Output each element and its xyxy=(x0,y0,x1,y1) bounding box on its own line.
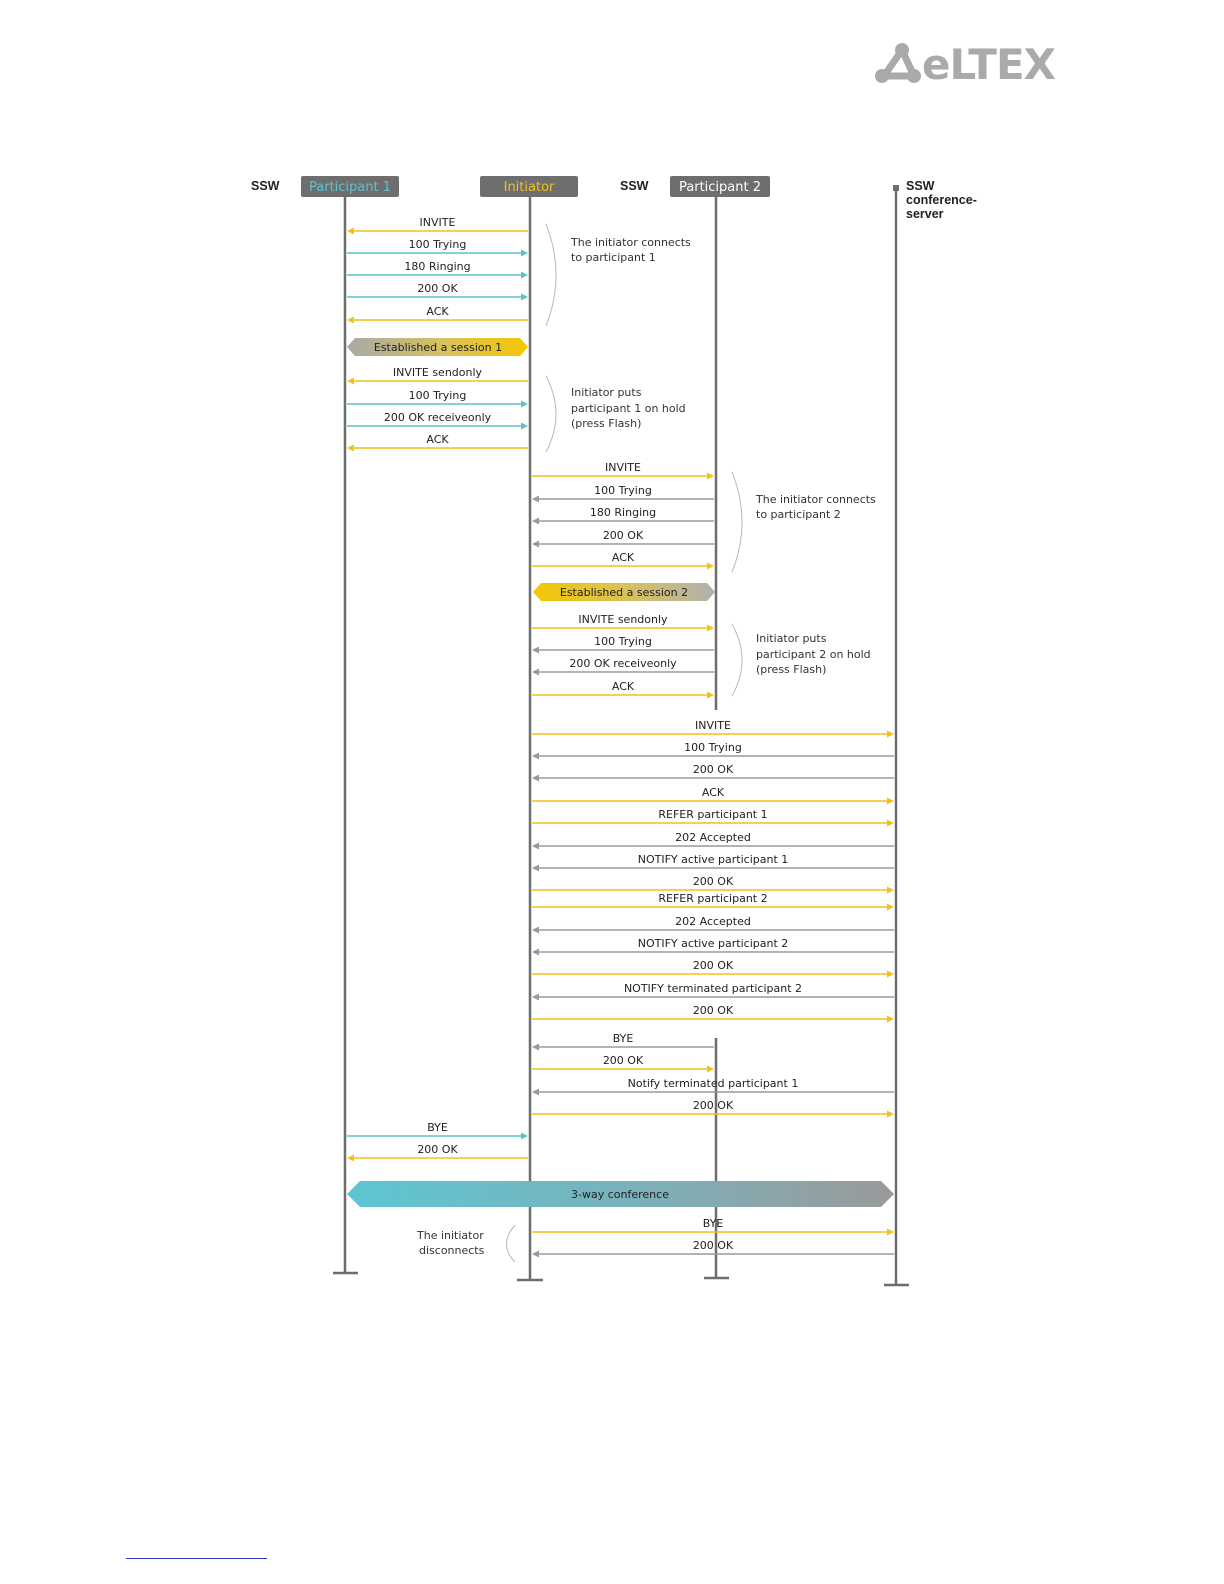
arrowhead xyxy=(707,1066,714,1073)
arrowhead xyxy=(532,1251,539,1258)
message-label: 100 Trying xyxy=(684,741,742,754)
message-arrow xyxy=(532,763,894,782)
footer-rule xyxy=(126,1558,267,1559)
brace-curve xyxy=(546,376,556,452)
arrowhead xyxy=(532,949,539,956)
three-way-conference-label: 3-way conference xyxy=(571,1188,669,1201)
ssw-conference-label: conference- xyxy=(906,193,977,207)
conference-server-top xyxy=(893,185,899,191)
arrowhead xyxy=(532,541,539,548)
arrowhead xyxy=(521,401,528,408)
message-arrow xyxy=(347,1121,528,1140)
participant-2-header xyxy=(670,176,770,197)
message-label: INVITE sendonly xyxy=(392,366,483,379)
arrowhead xyxy=(521,423,528,430)
message-label: 100 Trying xyxy=(594,635,652,648)
arrowhead xyxy=(532,496,539,503)
message-label: 200 OK xyxy=(602,1054,644,1067)
message-arrow xyxy=(532,1032,714,1051)
message-arrow xyxy=(347,411,528,430)
message-arrow xyxy=(532,892,894,911)
initiator-label: Initiator xyxy=(503,180,555,195)
arrowhead xyxy=(521,250,528,257)
arrowhead xyxy=(887,1111,894,1118)
message-arrow xyxy=(532,875,894,894)
message-label: INVITE xyxy=(695,719,731,732)
arrowhead xyxy=(521,294,528,301)
message-arrow xyxy=(347,260,528,279)
arrowhead xyxy=(347,1155,354,1162)
arrowhead xyxy=(532,775,539,782)
ssw-label: SSW xyxy=(251,179,280,193)
message-arrow xyxy=(532,1077,894,1096)
message-label: 100 Trying xyxy=(408,389,467,402)
session-2-band xyxy=(533,583,715,601)
session-1-band xyxy=(347,338,528,356)
arrowhead xyxy=(887,887,894,894)
message-label: 100 Trying xyxy=(594,484,652,497)
message-label: ACK xyxy=(701,786,725,799)
message-label: 180 Ringing xyxy=(404,260,471,273)
message-arrow xyxy=(347,1143,528,1162)
note-line: The initiator xyxy=(417,1229,484,1242)
brace-curve xyxy=(507,1225,516,1262)
message-arrows xyxy=(347,216,894,1258)
message-label: BYE xyxy=(702,1217,724,1230)
message-label: Notify terminated participant 1 xyxy=(627,1077,799,1090)
ssw-server-label: server xyxy=(906,207,944,221)
note-line: (press Flash) xyxy=(571,417,642,430)
message-label: 180 Ringing xyxy=(589,506,657,519)
arrowhead xyxy=(347,228,354,235)
message-arrow xyxy=(347,282,528,301)
note-line: to participant 1 xyxy=(571,251,656,264)
note-line: The initiator connects xyxy=(756,493,876,506)
message-label: 200 OK xyxy=(692,1004,734,1017)
arrowhead xyxy=(887,798,894,805)
note-line: (press Flash) xyxy=(756,663,827,676)
message-arrow xyxy=(532,1004,894,1023)
message-label: 200 OK xyxy=(692,1239,734,1252)
message-arrow xyxy=(532,1217,894,1236)
message-arrow xyxy=(532,680,714,699)
message-arrow xyxy=(532,529,714,548)
ssw-label: SSW xyxy=(620,179,649,193)
message-label: 200 OK xyxy=(692,875,734,888)
arrowhead xyxy=(707,473,714,480)
message-arrow xyxy=(532,613,714,632)
arrowhead xyxy=(707,563,714,570)
message-arrow xyxy=(347,305,528,324)
message-label: 200 OK xyxy=(692,959,734,972)
message-arrow xyxy=(532,461,714,480)
arrowhead xyxy=(532,669,539,676)
message-arrow xyxy=(532,853,894,872)
message-label: 200 OK xyxy=(602,529,644,542)
message-arrow xyxy=(532,484,714,503)
ssw-label: SSW xyxy=(906,179,935,193)
message-arrow xyxy=(347,216,528,235)
message-label: 200 OK xyxy=(417,1143,458,1156)
message-arrow xyxy=(532,808,894,827)
eltex-logo-text: eLTEX xyxy=(922,40,1056,89)
arrowhead xyxy=(532,647,539,654)
message-label: REFER participant 2 xyxy=(658,892,768,905)
arrowhead xyxy=(532,994,539,1001)
message-label: ACK xyxy=(611,680,635,693)
message-arrow xyxy=(532,915,894,934)
message-arrow xyxy=(532,982,894,1001)
message-arrow xyxy=(532,741,894,760)
arrowhead xyxy=(347,317,354,324)
message-label: 202 Accepted xyxy=(675,915,751,928)
message-arrow xyxy=(347,238,528,257)
message-label: INVITE xyxy=(605,461,641,474)
note-line: Initiator puts xyxy=(756,632,827,645)
message-label: NOTIFY terminated participant 2 xyxy=(623,982,803,995)
message-arrow xyxy=(532,506,714,525)
session-1-label: Established a session 1 xyxy=(373,341,503,354)
note-line: disconnects xyxy=(419,1244,485,1257)
message-arrow xyxy=(532,635,714,654)
message-label: INVITE sendonly xyxy=(578,613,668,626)
message-label: ACK xyxy=(426,433,449,446)
session-2-label: Established a session 2 xyxy=(559,586,689,599)
message-label: NOTIFY active participant 1 xyxy=(637,853,789,866)
arrowhead xyxy=(707,625,714,632)
message-label: ACK xyxy=(426,305,449,318)
note-line: participant 1 on hold xyxy=(571,402,686,415)
note-line: Initiator puts xyxy=(571,386,642,399)
arrowhead xyxy=(887,820,894,827)
message-arrow xyxy=(347,366,528,385)
arrowhead xyxy=(532,865,539,872)
brace-curve xyxy=(546,224,556,326)
arrowhead xyxy=(532,927,539,934)
three-way-conference-band xyxy=(347,1181,894,1207)
message-label: REFER participant 1 xyxy=(658,808,768,821)
message-label: ACK xyxy=(611,551,635,564)
message-arrow xyxy=(532,1054,714,1073)
message-label: 200 OK receiveonly xyxy=(569,657,677,670)
message-label: 200 OK xyxy=(692,1099,734,1112)
arrowhead xyxy=(887,904,894,911)
arrowhead xyxy=(532,1044,539,1051)
message-arrow xyxy=(532,831,894,850)
message-label: BYE xyxy=(427,1121,448,1134)
arrowhead xyxy=(347,445,354,452)
message-label: INVITE xyxy=(419,216,456,229)
message-arrow xyxy=(532,937,894,956)
message-arrow xyxy=(532,1239,894,1258)
note-line: The initiator connects xyxy=(571,236,691,249)
message-label: 200 OK xyxy=(692,763,734,776)
message-arrow xyxy=(347,433,528,452)
initiator-header xyxy=(480,176,578,197)
brace-curve xyxy=(732,624,742,696)
arrowhead xyxy=(521,272,528,279)
message-label: 200 OK xyxy=(417,282,458,295)
message-label: 100 Trying xyxy=(408,238,467,251)
arrowhead xyxy=(887,1016,894,1023)
message-arrow xyxy=(532,1099,894,1118)
arrowhead xyxy=(532,1089,539,1096)
message-label: NOTIFY active participant 2 xyxy=(637,937,789,950)
brace-curve xyxy=(732,472,742,572)
arrowhead xyxy=(347,378,354,385)
message-arrow xyxy=(532,719,894,738)
arrowhead xyxy=(887,971,894,978)
message-arrow xyxy=(347,389,528,408)
arrowhead xyxy=(707,692,714,699)
message-label: BYE xyxy=(612,1032,634,1045)
message-arrow xyxy=(532,657,714,676)
note-line: participant 2 on hold xyxy=(756,648,871,661)
arrowhead xyxy=(532,843,539,850)
note-line: to participant 2 xyxy=(756,508,841,521)
arrowhead xyxy=(887,731,894,738)
arrowhead xyxy=(521,1133,528,1140)
arrowhead xyxy=(532,753,539,760)
participant-1-label: Participant 1 xyxy=(309,180,391,195)
message-label: 202 Accepted xyxy=(675,831,751,844)
message-arrow xyxy=(532,959,894,978)
message-arrow xyxy=(532,786,894,805)
message-arrow xyxy=(532,551,714,570)
participant-2-label: Participant 2 xyxy=(679,180,761,195)
arrowhead xyxy=(532,518,539,525)
message-label: 200 OK receiveonly xyxy=(383,411,492,424)
arrowhead xyxy=(887,1229,894,1236)
participant-1-header xyxy=(301,176,399,197)
